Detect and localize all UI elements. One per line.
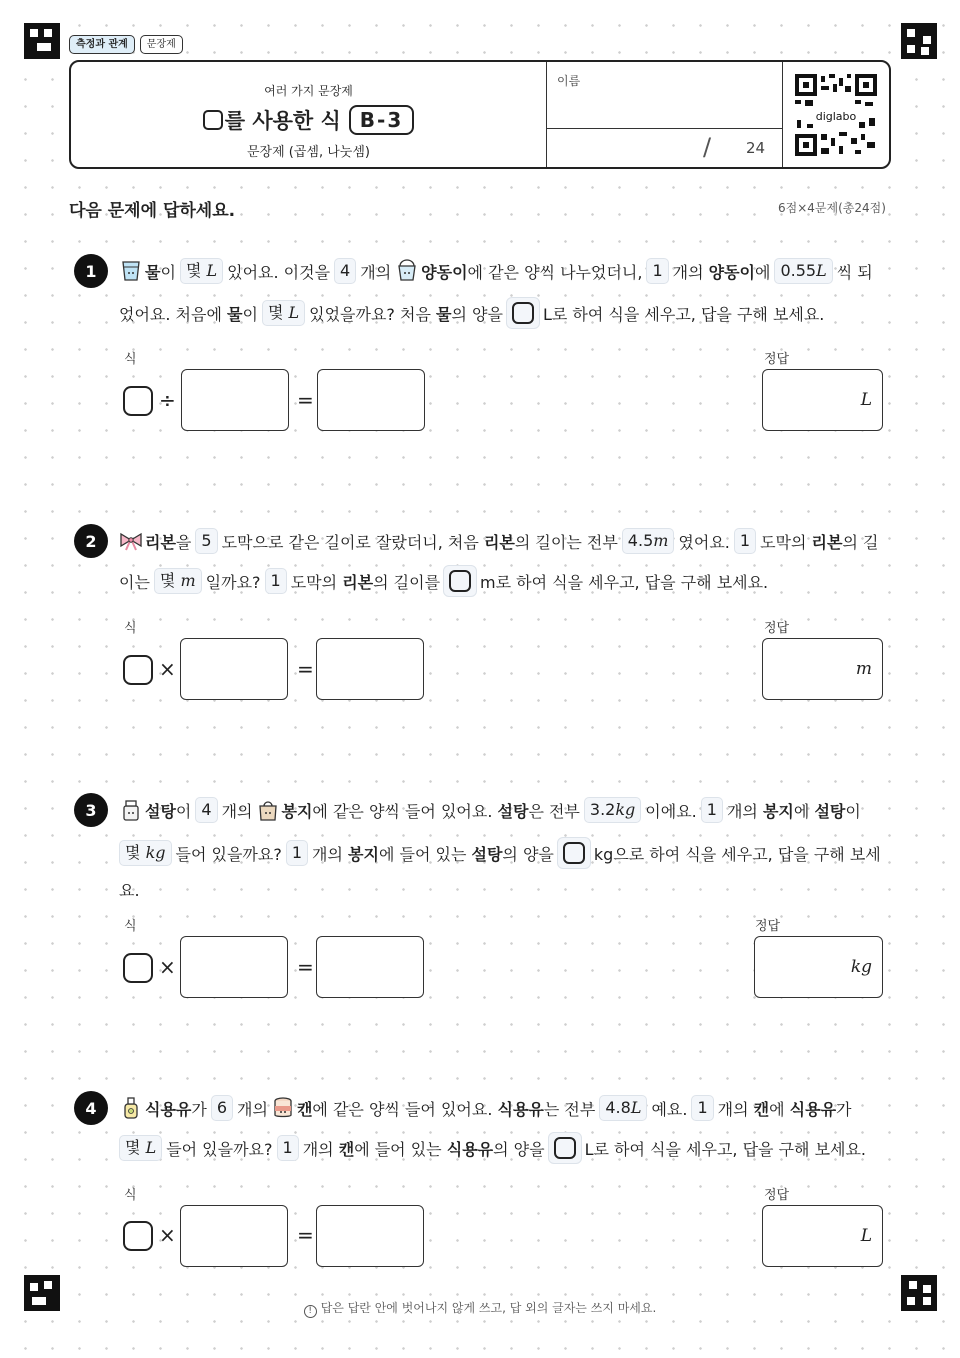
p4-text: 의 양을 <box>493 1139 545 1159</box>
p2-expression-label: 식 <box>124 621 137 636</box>
p4-text: 는 전부 <box>543 1099 596 1119</box>
p4-text: 에 <box>769 1099 785 1119</box>
p1-text: 의 양을 <box>451 304 503 324</box>
p4-pill-total <box>599 1095 647 1121</box>
p4-text: 개의 <box>717 1099 749 1119</box>
p3-text: 이 <box>845 801 861 821</box>
p2-text: 몇 <box>159 571 176 590</box>
p4-text: 들어 있을까요? <box>166 1139 273 1159</box>
p1-text: 개의 <box>360 262 392 282</box>
tag-word-problem: 문장제 <box>140 35 183 54</box>
corner-marker-top-right <box>901 23 937 59</box>
p2-text: 도막의 <box>290 572 338 592</box>
problem-1-number: 1 <box>74 254 108 288</box>
p2-text: 일까요? <box>205 572 261 592</box>
bag-icon <box>256 798 280 822</box>
oil-bottle-icon <box>119 1096 143 1120</box>
p2-word-ribbon-2: 리본 <box>483 532 515 552</box>
can-icon <box>271 1096 295 1120</box>
p2-text: m로 하여 식을 세우고, 답을 구해 보세요. <box>480 572 769 592</box>
p4-word-can-2: 캔 <box>753 1099 770 1119</box>
p2-pill-pieces: 5 <box>195 528 217 554</box>
p2-word-ribbon-4: 리본 <box>342 572 374 592</box>
p3-blank-square <box>557 837 591 869</box>
p3-text: 요. <box>119 881 140 900</box>
worksheet-header <box>69 60 891 169</box>
p2-unit: m <box>653 531 669 550</box>
p1-word-water: 물 <box>145 262 161 282</box>
p3-text: kg으로 하여 식을 세우고, 답을 구해 보세 <box>593 844 881 864</box>
p3-text: 은 전부 <box>528 801 580 821</box>
p4-word-can: 캔 <box>296 1099 313 1119</box>
p3-pill-how-many <box>119 840 172 866</box>
p2-expression-input-1[interactable] <box>180 638 288 700</box>
p4-pill-how-many <box>119 1135 162 1161</box>
qr-caption: diglabo <box>815 110 857 123</box>
p4-text: 예요. <box>651 1099 688 1119</box>
p4-pill-one-2: 1 <box>277 1135 299 1161</box>
p1-unknown-square <box>123 386 153 416</box>
instruction: 다음 문제에 답하세요. <box>69 201 236 221</box>
p1-text: 이 <box>160 262 176 282</box>
problem-2-line-1 <box>119 528 878 554</box>
p1-expression-input-1[interactable] <box>181 369 289 431</box>
problem-4-number: 4 <box>74 1091 108 1125</box>
qr-area <box>782 62 889 167</box>
p3-text: 이에요. <box>645 801 697 821</box>
p1-word-bucket: 양동이 <box>421 262 468 282</box>
tag-list <box>69 35 183 54</box>
p2-unit: m <box>180 571 196 590</box>
p4-expression-input-2[interactable] <box>316 1205 424 1267</box>
p4-answer-label: 정답 <box>764 1188 790 1203</box>
header-category: 문장제 (곱셈, 나눗셈) <box>246 145 370 160</box>
score-slash: / <box>703 133 712 161</box>
p3-text: 개의 <box>312 844 343 864</box>
p1-unit: L <box>288 303 300 322</box>
p3-expression-input-2[interactable] <box>316 936 424 998</box>
p2-pill-how-many <box>154 568 202 594</box>
p2-text: 였어요. <box>678 532 730 552</box>
p1-pill-how-many <box>180 258 223 284</box>
p1-text: 에 같은 양씩 나누었더니, <box>467 262 643 282</box>
p2-equals: = <box>297 657 314 681</box>
p4-text: 몇 <box>125 1138 141 1157</box>
worksheet-code: B-3 <box>349 105 414 135</box>
p3-text: 의 양을 <box>502 844 554 864</box>
p2-answer-unit: m <box>855 659 872 679</box>
points-info: 6점×4문제(총24점) <box>778 201 886 215</box>
p2-text: 도막의 <box>760 532 807 552</box>
p3-pill-one: 1 <box>701 797 723 823</box>
p2-blank-square <box>443 565 477 597</box>
p2-value: 4.5 <box>627 531 654 550</box>
score-total: 24 <box>746 139 766 157</box>
p2-text: 의 길 <box>842 532 879 552</box>
p4-text: 개의 <box>237 1099 268 1119</box>
problem-1-line-1 <box>119 258 873 284</box>
p3-expression-label: 식 <box>124 919 137 934</box>
blank-square-icon <box>203 110 223 130</box>
p4-equals: = <box>297 1223 314 1247</box>
p2-expression-input-2[interactable] <box>316 638 424 700</box>
p3-answer-input[interactable] <box>754 936 883 998</box>
blank-square-icon <box>563 842 585 864</box>
blank-square-icon <box>554 1137 576 1159</box>
p3-text: 개의 <box>726 801 758 821</box>
p1-answer-input[interactable] <box>762 369 883 431</box>
p3-unit: kg <box>615 800 636 819</box>
p4-word-oil: 식용유 <box>145 1099 192 1119</box>
p3-pill-count: 4 <box>195 797 217 823</box>
p1-equals: = <box>297 388 314 412</box>
ribbon-icon <box>119 529 143 553</box>
p4-expression-input-1[interactable] <box>180 1205 288 1267</box>
p3-answer-label: 정답 <box>755 919 781 934</box>
problem-3-line-3 <box>119 878 140 901</box>
p1-unit: L <box>816 261 827 280</box>
p4-text: 가 <box>836 1099 852 1119</box>
p1-expression-label: 식 <box>124 352 137 367</box>
p1-word-water-2: 물 <box>227 304 243 324</box>
p3-text: 들어 있을까요? <box>175 844 282 864</box>
p1-word-bucket-2: 양동이 <box>708 262 756 282</box>
p2-text: 의 길이를 <box>373 572 441 592</box>
p1-text: 있어요. 이것을 <box>227 262 331 282</box>
p4-answer-unit: L <box>860 1226 872 1246</box>
name-field[interactable] <box>546 62 782 129</box>
p4-pill-one: 1 <box>691 1095 713 1121</box>
p3-word-bag: 봉지 <box>281 801 313 821</box>
p1-pill-count: 4 <box>334 258 356 284</box>
p1-answer-label: 정답 <box>764 352 790 367</box>
p3-text: 에 들어 있는 <box>378 844 467 864</box>
problem-2-number: 2 <box>74 524 108 558</box>
p3-text: 몇 <box>125 843 141 862</box>
p4-text: L로 하여 식을 세우고, 답을 구해 보세요. <box>584 1139 867 1159</box>
p3-pill-one-2: 1 <box>286 840 308 866</box>
footer-text: 답은 답란 안에 벗어나지 않게 쓰고, 답 외의 글자는 쓰지 마세요. <box>320 1301 657 1315</box>
p2-word-ribbon-3: 리본 <box>811 532 843 552</box>
p3-expression-input-1[interactable] <box>180 936 288 998</box>
score-field[interactable] <box>546 129 782 167</box>
p2-answer-input[interactable] <box>762 638 883 700</box>
p4-unit: L <box>145 1138 157 1157</box>
p1-word-water-3: 물 <box>436 304 452 324</box>
page-title-text: 를 사용한 식 <box>224 109 341 133</box>
p3-word-sugar-3: 설탕 <box>814 801 846 821</box>
p2-text: 이는 <box>119 572 150 592</box>
p4-text: 개의 <box>302 1139 334 1159</box>
p1-expression-input-2[interactable] <box>317 369 425 431</box>
p4-value: 4.8 <box>605 1098 631 1117</box>
qr-code-icon <box>795 74 877 156</box>
name-label: 이름 <box>557 74 581 88</box>
p3-word-bag-3: 봉지 <box>348 844 379 864</box>
p3-equals: = <box>297 955 314 979</box>
p3-word-sugar: 설탕 <box>145 801 176 821</box>
p4-expression-label: 식 <box>124 1188 137 1203</box>
p1-text: 씩 되 <box>836 262 873 282</box>
page-title <box>71 105 546 135</box>
p3-pill-total <box>584 797 641 823</box>
p4-unknown-square <box>123 1221 153 1251</box>
problem-3-number: 3 <box>74 793 108 827</box>
p2-pill-length <box>622 528 675 554</box>
p2-word-ribbon: 리본 <box>145 532 176 552</box>
p4-text: 에 들어 있는 <box>354 1139 442 1159</box>
blank-square-icon <box>512 302 534 324</box>
problem-3-line-1 <box>119 797 861 823</box>
p4-text: 에 같은 양씩 들어 있어요. <box>312 1099 493 1119</box>
sugar-icon <box>119 798 143 822</box>
p3-word-bag-2: 봉지 <box>762 801 794 821</box>
p3-unit: kg <box>145 843 166 862</box>
p1-value: 0.55 <box>780 261 817 280</box>
tag-measurement: 측정과 관계 <box>69 35 135 54</box>
p1-operator: ÷ <box>159 388 176 412</box>
p4-unit: L <box>630 1098 642 1117</box>
p3-text: 에 같은 양씩 들어 있어요. <box>312 801 493 821</box>
p2-answer-label: 정답 <box>764 621 790 636</box>
blank-square-icon <box>449 570 471 592</box>
corner-marker-top-left <box>24 23 60 59</box>
p4-word-can-3: 캔 <box>338 1139 355 1159</box>
warning-icon: ! <box>304 1305 317 1318</box>
p3-unknown-square <box>123 953 153 983</box>
p3-word-sugar-2: 설탕 <box>497 801 529 821</box>
p1-unit: L <box>206 261 218 280</box>
p1-text: L로 하여 식을 세우고, 답을 구해 보세요. <box>542 304 825 324</box>
problem-4-line-2 <box>119 1132 866 1164</box>
p4-operator: × <box>159 1223 176 1247</box>
water-cup-icon <box>119 259 143 283</box>
p2-text: 도막으로 같은 길이로 잘랐더니, 처음 <box>221 532 479 552</box>
p1-text: 에 <box>755 262 771 282</box>
problem-4-line-1 <box>119 1095 852 1121</box>
p1-pill-amount <box>774 258 832 284</box>
bucket-icon <box>395 259 419 283</box>
header-title-area <box>71 62 546 167</box>
p3-text: 에 <box>793 801 810 821</box>
p4-word-oil-3: 식용유 <box>789 1099 837 1119</box>
p4-text: 가 <box>191 1099 207 1119</box>
p1-answer-unit: L <box>860 390 872 410</box>
p4-pill-count: 6 <box>211 1095 233 1121</box>
p1-blank-square <box>506 297 540 329</box>
p2-text: 을 <box>175 532 192 552</box>
p3-text: 이 <box>175 801 192 821</box>
p1-text: 이 <box>242 304 258 324</box>
p4-word-oil-4: 식용유 <box>446 1139 494 1159</box>
p4-blank-square <box>548 1132 582 1164</box>
p1-text: 개의 <box>672 262 704 282</box>
problem-1-line-2 <box>119 297 824 329</box>
p3-answer-unit: kg <box>850 957 872 977</box>
p2-text: 의 길이는 전부 <box>514 532 618 552</box>
p3-value: 3.2 <box>589 800 616 819</box>
p2-pill-one-2: 1 <box>265 568 287 594</box>
p4-word-oil-2: 식용유 <box>497 1099 544 1119</box>
p2-pill-one: 1 <box>734 528 756 554</box>
problem-2-line-2 <box>119 565 768 597</box>
p4-answer-input[interactable] <box>762 1205 883 1267</box>
p1-text: 몇 <box>185 261 202 280</box>
p2-operator: × <box>159 657 176 681</box>
p1-text: 었어요. 처음에 <box>119 304 222 324</box>
p1-pill-how-many-2 <box>262 300 305 326</box>
p3-word-sugar-4: 설탕 <box>471 844 503 864</box>
p1-text: 있었을까요? 처음 <box>309 304 431 324</box>
header-subtitle: 여러 가지 문장제 <box>264 84 353 98</box>
p2-unknown-square <box>123 655 153 685</box>
p3-operator: × <box>159 955 176 979</box>
p1-text: 몇 <box>267 303 284 322</box>
p1-pill-one: 1 <box>646 258 668 284</box>
problem-3-line-2 <box>119 837 881 869</box>
p3-text: 개의 <box>221 801 253 821</box>
footer-note <box>0 1299 960 1318</box>
